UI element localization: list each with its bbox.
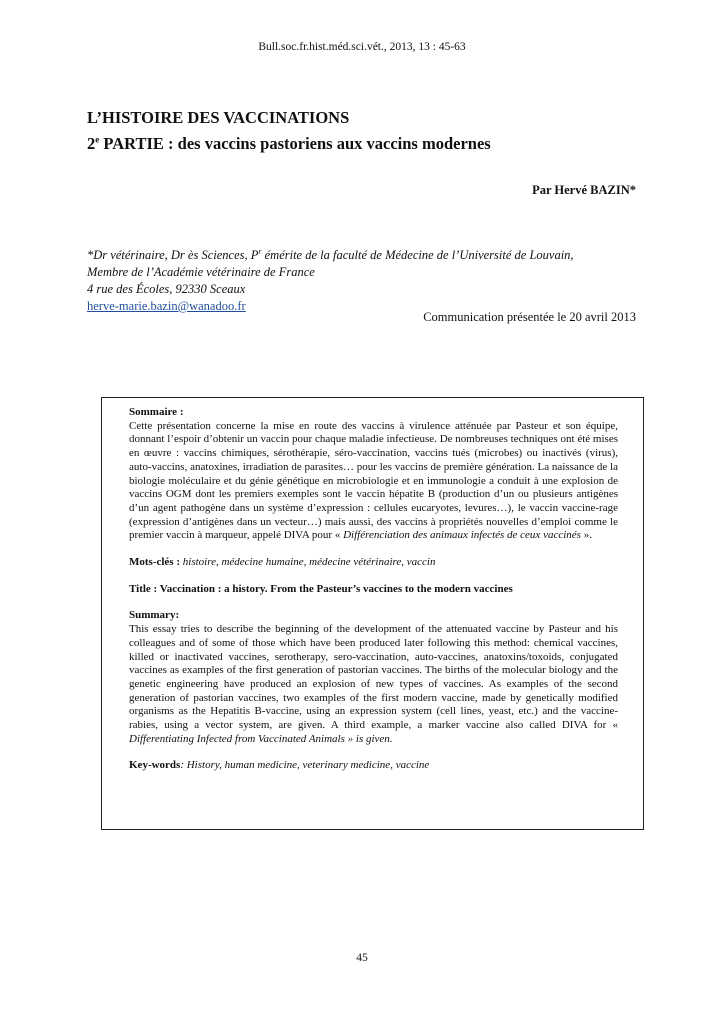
english-title: Title : Vaccination : a history. From the Pasteur’s vaccines to the modern vaccines — [129, 582, 513, 595]
paper-title: L’HISTOIRE DES VACCINATIONS — [87, 108, 350, 127]
author-affiliation — [87, 247, 574, 315]
sommaire-italic: Différenciation des animaux infectés de ceux vaccinés — [343, 529, 581, 542]
keywords-text: : History, human medicine, veterinary medicine, vaccine — [180, 759, 430, 772]
sommaire-label: Sommaire : — [129, 406, 184, 418]
affiliation-line-1 — [87, 247, 574, 264]
summary-italic: Differentiating Infected from Vaccinated Animals » is given. — [129, 732, 393, 745]
sommaire-end: ». — [580, 529, 592, 542]
sommaire-text: Cette présentation concerne la mise en route des vaccins à virulence atténuée par Pasteur et son équipe, donnant l’espoir d’obtenir un vaccin pour chaque maladie infectieuse. De nombreuses techniques ont été mises en œuvre : vaccins chimiques, sérothérapie, séro-vaccination, vaccins tués (microbes) ou inactivés (virus), auto-vaccins, anatoxines, irradiation de parasites… pour les vaccins de première génération. La naissance de la biologie moléculaire et du génie génétique en microbiologie et en immunologie a conduit à une explosion de vaccins OGM dont les premiers exemples sont le vaccin hépatite B (production d’un ou plusieurs antigènes d’un agent pathogène dans un système d’expression : cellules eucaryotes, levures…), le vaccin vaccine-rage (expression d’antigènes dans un vecteur…) mais aussi, des vaccins à propriétés nouvelles d’emploi comme le premier vaccin à marqueur, appelé DIVA pour « — [129, 419, 618, 542]
summary-paragraph — [129, 609, 618, 746]
author-byline: Par Hervé BAZIN* — [532, 183, 636, 197]
summary-text: This essay tries to describe the beginning of the development of the attenuated vaccine by Pasteur and his colleagues and of some of those which have been produced later following this method: chemical vaccines, killed or inactivated vaccines, serotherapy, sero-vaccination, auto-vaccines, anatoxins/toxoids, conjugated vaccines as examples of the first generation of pastorian vaccines. The births of the molecular biology and the genetic engineering have produced an explosion of new types of vaccines. As examples of the second generation of pastorian vaccines, two examples of the first modern vaccine, made by genetically modified organisms as the Hepatitis B-vaccine, using an expression system (cell lines, yeast, etc.) and the vaccine-rabies, using a vector system, are given. A third example, a marker vaccine also called DIVA for « — [129, 623, 618, 732]
paper-subtitle — [87, 134, 491, 154]
author-email-link[interactable]: herve-marie.bazin@wanadoo.fr — [87, 299, 246, 313]
page-number: 45 — [356, 952, 368, 964]
mots-cles-paragraph — [129, 556, 618, 570]
communication-date: Communication présentée le 20 avril 2013 — [423, 310, 636, 324]
subtitle-superscript: e — [95, 134, 100, 145]
affiliation-title: *Dr vétérinaire, Dr ès Sciences, P — [87, 248, 259, 262]
abstract-box — [101, 397, 644, 830]
affiliation-institution: émérite de la faculté de Médecine de l’Université de Louvain, — [261, 248, 574, 262]
subtitle-text: PARTIE : des vaccins pastoriens aux vaccins modernes — [99, 134, 491, 153]
mots-cles-text: histoire, médecine humaine, médecine vétérinaire, vaccin — [180, 556, 436, 569]
affiliation-line-2: Membre de l’Académie vétérinaire de France — [87, 265, 315, 279]
journal-citation: Bull.soc.fr.hist.méd.sci.vét., 2013, 13 : 45-63 — [258, 41, 466, 53]
affiliation-superscript: r — [258, 246, 262, 256]
keywords-paragraph — [129, 759, 618, 773]
mots-cles-label: Mots-clés : — [129, 556, 181, 569]
affiliation-address: 4 rue des Écoles, 92330 Sceaux — [87, 282, 246, 296]
summary-label: Summary: — [129, 609, 180, 622]
sommaire-paragraph — [129, 406, 618, 543]
keywords-label: Key-words — [129, 759, 181, 772]
subtitle-number: 2 — [87, 134, 96, 153]
